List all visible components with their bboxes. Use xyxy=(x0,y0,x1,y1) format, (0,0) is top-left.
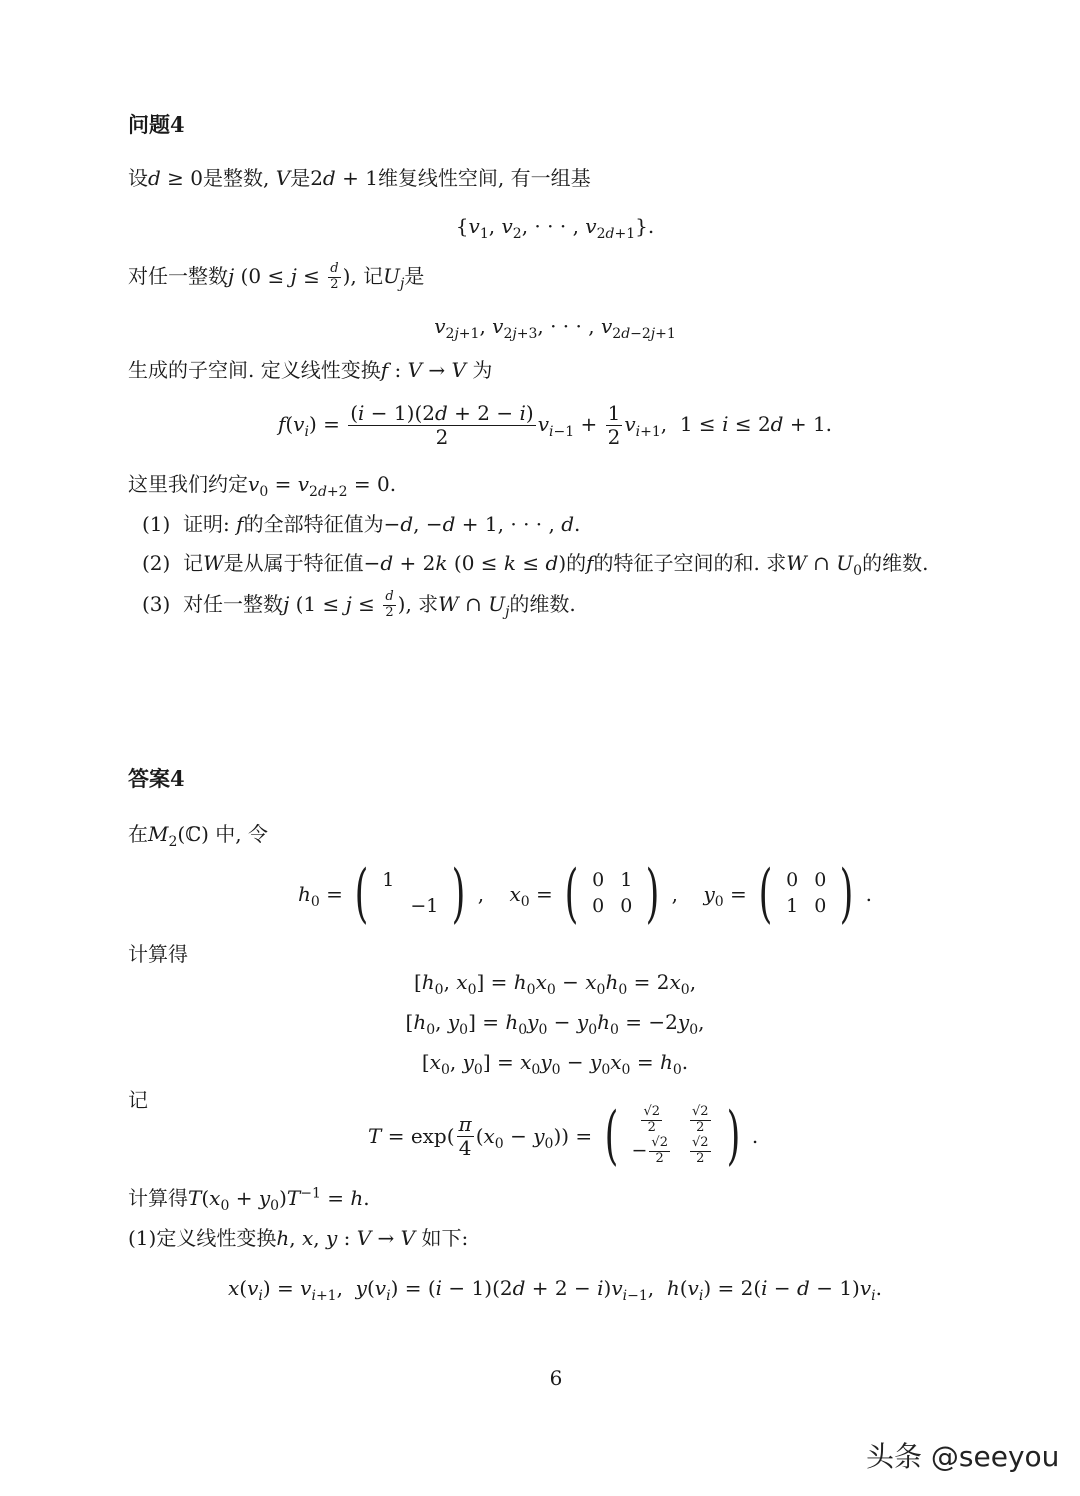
problem-item-2: (2) 记W是从属于特征值−d + 2k (0 ≤ k ≤ d)的f的特征子空间的和. 求W ∩ $U_0$的维数. xyxy=(142,551,929,579)
basis-equation: {$v_1$, $v_2$, · · · , $v_{2d+1}$}. xyxy=(455,214,655,242)
note-label: 记 xyxy=(128,1088,148,1112)
watermark-text: 头条 @seeyou xyxy=(866,1440,1060,1473)
generator-list-equation: $v_{2j+1}$, $v_{2j+3}$, · · · , $v_{2d-2j+1}$ xyxy=(434,314,676,342)
convention-line: 这里我们约定$v_0 = v_{2d+2} = 0$. xyxy=(128,472,397,500)
pi-over-4-fraction: $\frac{\pi}{4}$ xyxy=(458,1111,472,1160)
coefficient-fraction: $\frac{(i - 1)(2d + 2 - i)}{2}$ xyxy=(350,401,534,449)
y0-matrix: ( 0 0 1 0 ) xyxy=(758,857,854,931)
problem-heading: 问题4 xyxy=(128,112,185,137)
answer-intro: 在$M_2(ℂ)$ 中, 令 xyxy=(128,822,269,850)
half-fraction: $\frac{1}{2}$ xyxy=(607,401,621,449)
sqrt2-over-2: $\frac{√2}{2}$ xyxy=(691,1104,709,1136)
x0-matrix: ( 0 1 0 0 ) xyxy=(564,857,660,931)
f-definition-equation: $f(v_i)$ = $\frac{(i - 1)(2d + 2 - i)}{2}$ $v_{i-1}$ + $\frac{1}{2}$ $v_{i+1}$, 1 ≤ i ≤ 2d + 1. xyxy=(277,401,833,449)
t-definition-equation: T = exp( $\frac{\pi}{4}$ $(x_0 - y_0)$) = ( $\frac{√2}{2}$ $\frac{√2}{2}$ − $\frac{√2}{2}$ $\frac{√2}{2}$ ) . xyxy=(368,1099,759,1173)
d-over-2-fraction: $\frac{d}{2}$ xyxy=(385,589,394,620)
conjugation-result: 计算得$T(x_0 + y_0)T^{-1} = h$. xyxy=(128,1185,370,1214)
sqrt2-over-2: $\frac{√2}{2}$ xyxy=(651,1135,668,1166)
problem-intro: 设d ≥ 0是整数, V是2d + 1维复线性空间, 有一组基 xyxy=(128,166,591,190)
page-number: 6 xyxy=(549,1366,563,1390)
answer-heading: 答案4 xyxy=(128,766,185,791)
matrix-definitions: $h_0$ = ( 1 −1 ) , $x_0$ = ( 0 1 0 0 ) , $y_0$ = ( 0 0 1 0 ) . xyxy=(298,857,873,931)
d-over-2-fraction: $\frac{d}{2}$ xyxy=(330,261,339,292)
h0-matrix: ( 1 −1 ) xyxy=(354,857,466,931)
commutator-2: [$h_0$, $y_0] = h_0y_0 - y_0h_0 = -2y_0$, xyxy=(405,1010,705,1038)
problem-item-1: (1) 证明: f的全部特征值为−d, −d + 1, · · · , d. xyxy=(142,512,581,536)
part1-definition-line: (1)定义线性变换h, x, y : V → V 如下: xyxy=(128,1226,469,1250)
calc-label: 计算得 xyxy=(128,942,188,966)
commutator-1: [$h_0$, $x_0] = h_0x_0 - x_0h_0 = 2x_0$, xyxy=(413,970,697,998)
t-matrix: ( $\frac{√2}{2}$ $\frac{√2}{2}$ − $\frac{√2}{2}$ $\frac{√2}{2}$ ) xyxy=(604,1099,740,1173)
xyh-definition-equation: $x(v_i) = v_{i+1}$, $y(v_i) = (i - 1)(2d + 2 - i)v_{i-1}$, $h(v_i) = 2(i - d - 1)v_i$. xyxy=(227,1276,882,1304)
sqrt2-over-2: $\frac{√2}{2}$ xyxy=(643,1104,660,1136)
sqrt2-over-2: $\frac{√2}{2}$ xyxy=(691,1135,709,1166)
problem-item-3: (3) 对任一整数j (1 ≤ j ≤ $\frac{d}{2}$ ), 求W ∩ $U_j$的维数. xyxy=(142,589,576,620)
linear-map-definition-line: 生成的子空间. 定义线性变换f : V → V 为 xyxy=(128,358,493,382)
commutator-3: [$x_0$, $y_0] = x_0y_0 - y_0x_0 = h_0$. xyxy=(421,1050,689,1078)
subspace-definition-line: 对任一整数j (0 ≤ j ≤ $\frac{d}{2}$ ), 记$U_j$是 xyxy=(128,261,425,292)
